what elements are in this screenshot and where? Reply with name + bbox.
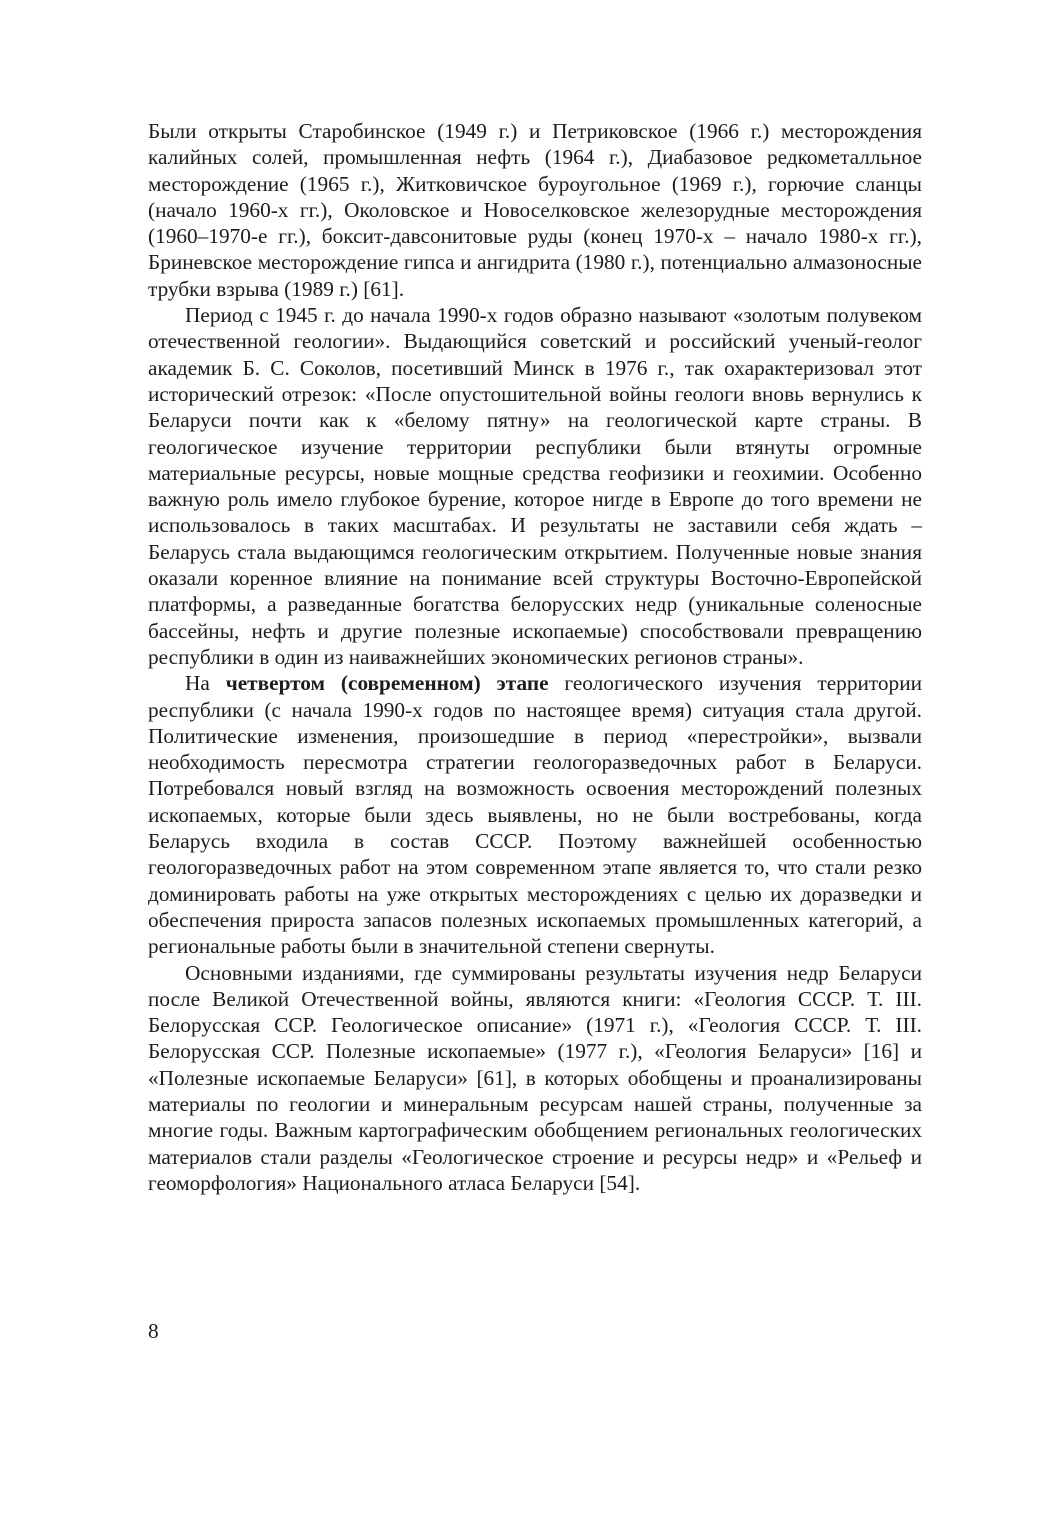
paragraph-1: Были открыты Старобинское (1949 г.) и Петриковское (1966 г.) месторождения калийных солей, промышленная нефть (1964 г.), Диабазовое редкометалльное месторождение (1965 г.), Житковичское буроугольное (1969 г.), горючие сланцы (начало 1960-х гг.), Околовское и Новоселковское железорудные месторождения (1960–1970-е гг.), боксит-давсонитовые руды (конец 1970-х – начало 1980-х гг.), Бриневское месторождение гипса и ангидрита (1980 г.), потенциально алмазоносные трубки взрыва (1989 г.) [61]. — [148, 119, 922, 301]
paragraph-3 — [148, 670, 922, 959]
page-number: 8 — [148, 1319, 159, 1343]
page-body — [148, 118, 922, 1196]
paragraph-3-text: геологического изучения территории республики (с начала 1990-х годов по настоящее время) ситуация стала другой. Политические изменения, произошедшие в период «перестройки», вызвали необходимость пересмотра стратегии геологоразведочных работ в Беларуси. Потребовался новый взгляд на возможность освоения месторождений полезных ископаемых, которые были здесь выявлены, но не были востребованы, когда Беларусь входила в состав СССР. Поэтому важнейшей особенностью геологоразведочных работ на этом современном этапе является то, что стали резко доминировать работы на уже открытых месторождениях с целью их доразведки и обеспечения прироста запасов полезных ископаемых промышленных категорий, а региональные работы были в значительной степени свернуты. — [148, 671, 922, 959]
paragraph-4: Основными изданиями, где суммированы результаты изучения недр Беларуси после Великой Отечественной войны, являются книги: «Геология СССР. Т. III. Белорусская ССР. Геологическое описание» (1971 г.), «Геология СССР. Т. III. Белорусская ССР. Полезные ископаемые» (1977 г.), «Геология Беларуси» [16] и «Полезные ископаемые Беларуси» [61], в которых обобщены и проанализированы материалы по геологии и минеральным ресурсам нашей страны, полученные за многие годы. Важным картографическим обобщением региональных геологических материалов стали разделы «Геологическое строение и ресурсы недр» и «Рельеф и геоморфология» Национального атласа Беларуси [54]. — [148, 960, 922, 1195]
paragraph-3-lead: На — [185, 671, 210, 696]
paragraph-2: Период с 1945 г. до начала 1990-х годов образно называют «золотым полувеком отечественной геологии». Выдающийся советский и российский ученый-геолог академик Б. С. Соколов, посетивший Минск в 1976 г., так охарактеризовал этот исторический отрезок: «После опустошительной войны геологи вновь вернулись к Беларуси почти как к «белому пятну» на геологической карте страны. В геологическое изучение территории республики были втянуты огромные материальные ресурсы, новые мощные средства геофизики и геохимии. Особенно важную роль имело глубокое бурение, которое нигде в Европе до того времени не использовалось в таких масштабах. И результаты не заставили себя ждать – Беларусь стала выдающимся геологическим открытием. Полученные новые знания оказали коренное влияние на понимание всей структуры Восточно-Европейской платформы, а разведанные богатства белорусских недр (уникальные соленосные бассейны, нефть и другие полезные ископаемые) способствовали превращению республики в один из наиважнейших экономических регионов страны». — [148, 303, 922, 669]
paragraph-3-bold-term: четвертом (современном) этапе — [225, 671, 549, 696]
